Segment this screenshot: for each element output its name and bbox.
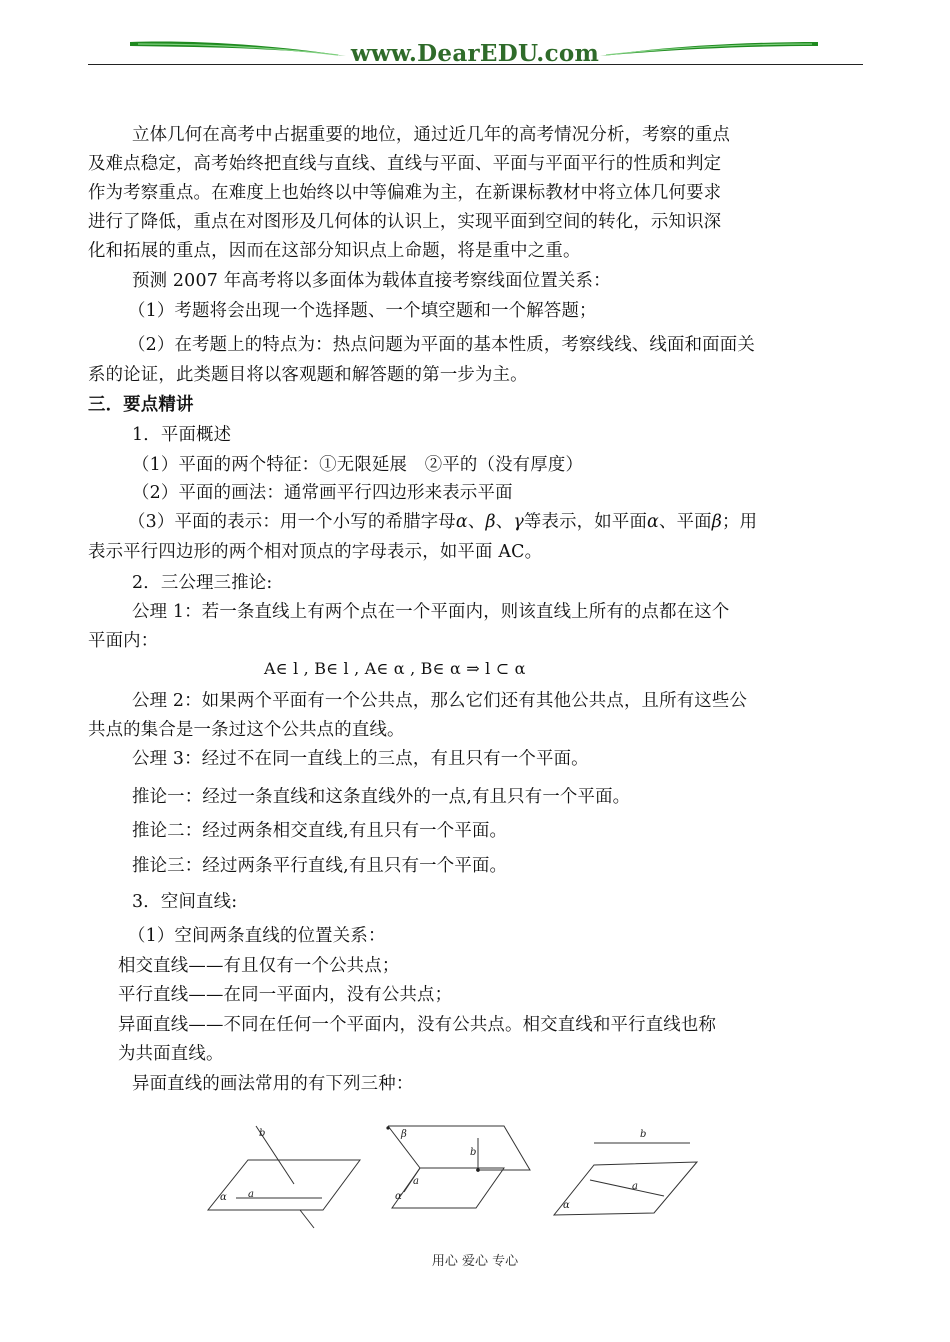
label-beta-2: β (401, 1129, 407, 1140)
corollary-1: 推论一：经过一条直线和这条直线外的一点,有且只有一个平面。 (132, 787, 631, 807)
plane-alpha-3 (554, 1162, 697, 1215)
beta-symbol: β (711, 512, 723, 532)
space-lines-heading: 3．空间直线: (132, 892, 238, 912)
plane-item-2: （2）平面的画法：通常画平行四边形来表示平面 (132, 483, 513, 503)
plane-item-3-end: ；用 (722, 512, 758, 532)
gamma-symbol: γ (513, 512, 524, 532)
beta-symbol: β (485, 512, 496, 532)
label-b-3: b (640, 1129, 647, 1140)
skew-drawing-intro: 异面直线的画法常用的有下列三种： (132, 1074, 414, 1094)
axiom-3: 公理 3：经过不在同一直线上的三点，有且只有一个平面。 (132, 749, 589, 769)
plane-alpha-1 (208, 1160, 360, 1210)
intro-paragraph-line: 作为考察重点。在难度上也始终以中等偏难为主，在新课标教材中将立体几何要求 (88, 183, 722, 203)
site-logo: www.DearEDU.com (350, 40, 600, 67)
intro-paragraph-line: 进行了降低，重点在对图形及几何体的认识上，实现平面到空间的转化，示知识深 (88, 212, 722, 232)
plane-item-3-mid2: 、平面 (659, 512, 712, 532)
page-footer: 用心 爱心 专心 (431, 1254, 519, 1269)
separator: 、 (467, 512, 486, 532)
axiom-1-formula: A∈ l , B∈ l , A∈ α , B∈ α ⇒ l ⊂ α (264, 659, 526, 678)
axiom-1: 公理 1：若一条直线上有两个点在一个平面内，则该直线上所有的点都在这个 (132, 602, 730, 622)
plane-heading: 1．平面概述 (132, 425, 232, 445)
alpha-symbol: α (455, 512, 468, 532)
plane-alpha-2 (392, 1168, 504, 1208)
line-b-1-lower (300, 1210, 314, 1228)
alpha-symbol: α (647, 512, 659, 532)
axiom-1-cont: 平面内： (88, 631, 159, 651)
intro-paragraph-line: 立体几何在高考中占据重要的地位，通过近几年的高考情况分析，考察的重点 (132, 125, 731, 145)
label-b-2: b (470, 1147, 477, 1158)
label-a-1: a (248, 1189, 254, 1200)
corollary-3: 推论三：经过两条平行直线,有且只有一个平面。 (132, 856, 508, 876)
prediction-line: 预测 2007 年高考将以多面体为载体直接考察线面位置关系： (132, 271, 611, 291)
prediction-item-1: （1）考题将会出现一个选择题、一个填空题和一个解答题； (128, 301, 597, 321)
plane-item-1: （1）平面的两个特征：①无限延展 ②平的（没有厚度） (132, 455, 584, 475)
space-lines-item-1: （1）空间两条直线的位置关系： (128, 926, 386, 946)
label-alpha-2: α (395, 1191, 402, 1202)
separator: 、 (495, 512, 514, 532)
point-2 (476, 1168, 480, 1172)
axioms-heading: 2．三公理三推论: (132, 573, 273, 593)
plane-item-3-prefix: （3）平面的表示：用一个小写的希腊字母 (128, 512, 456, 532)
point-beta (386, 1126, 389, 1129)
section-title: 三．要点精讲 (88, 395, 194, 415)
plane-item-3-cont: 表示平行四边形的两个相对顶点的字母表示，如平面 AC。 (88, 542, 543, 562)
corollary-2: 推论二：经过两条相交直线,有且只有一个平面。 (132, 821, 508, 841)
axiom-2: 公理 2：如果两个平面有一个公共点，那么它们还有其他公共点，且所有这些公 (132, 691, 748, 711)
prediction-item-2-cont: 系的论证，此类题目将以客观题和解答题的第一步为主。 (88, 365, 528, 385)
line-a-3 (590, 1180, 664, 1196)
plane-beta-2 (388, 1126, 530, 1170)
skew-lines: 异面直线——不同在任何一个平面内，没有公共点。相交直线和平行直线也称 (118, 1015, 717, 1035)
parallel-lines: 平行直线——在同一平面内，没有公共点； (118, 985, 453, 1005)
label-a-3: a (632, 1181, 638, 1192)
label-b-1: b (259, 1128, 266, 1139)
intro-paragraph-line: 及难点稳定，高考始终把直线与直线、直线与平面、平面与平面平行的性质和判定 (88, 154, 722, 174)
intersecting-lines: 相交直线——有且仅有一个公共点； (118, 956, 400, 976)
label-alpha-3: α (563, 1200, 570, 1211)
axiom-2-cont: 共点的集合是一条过这个公共点的直线。 (88, 720, 405, 740)
label-a-2: a (413, 1176, 419, 1187)
skew-lines-cont: 为共面直线。 (118, 1044, 224, 1064)
intro-paragraph-line: 化和拓展的重点，因而在这部分知识点上命题，将是重中之重。 (88, 241, 581, 261)
prediction-item-2: （2）在考题上的特点为：热点问题为平面的基本性质，考察线线、线面和面面关 (128, 335, 755, 355)
plane-item-3-mid: 等表示，如平面 (523, 512, 648, 532)
label-alpha-1: α (220, 1192, 227, 1203)
